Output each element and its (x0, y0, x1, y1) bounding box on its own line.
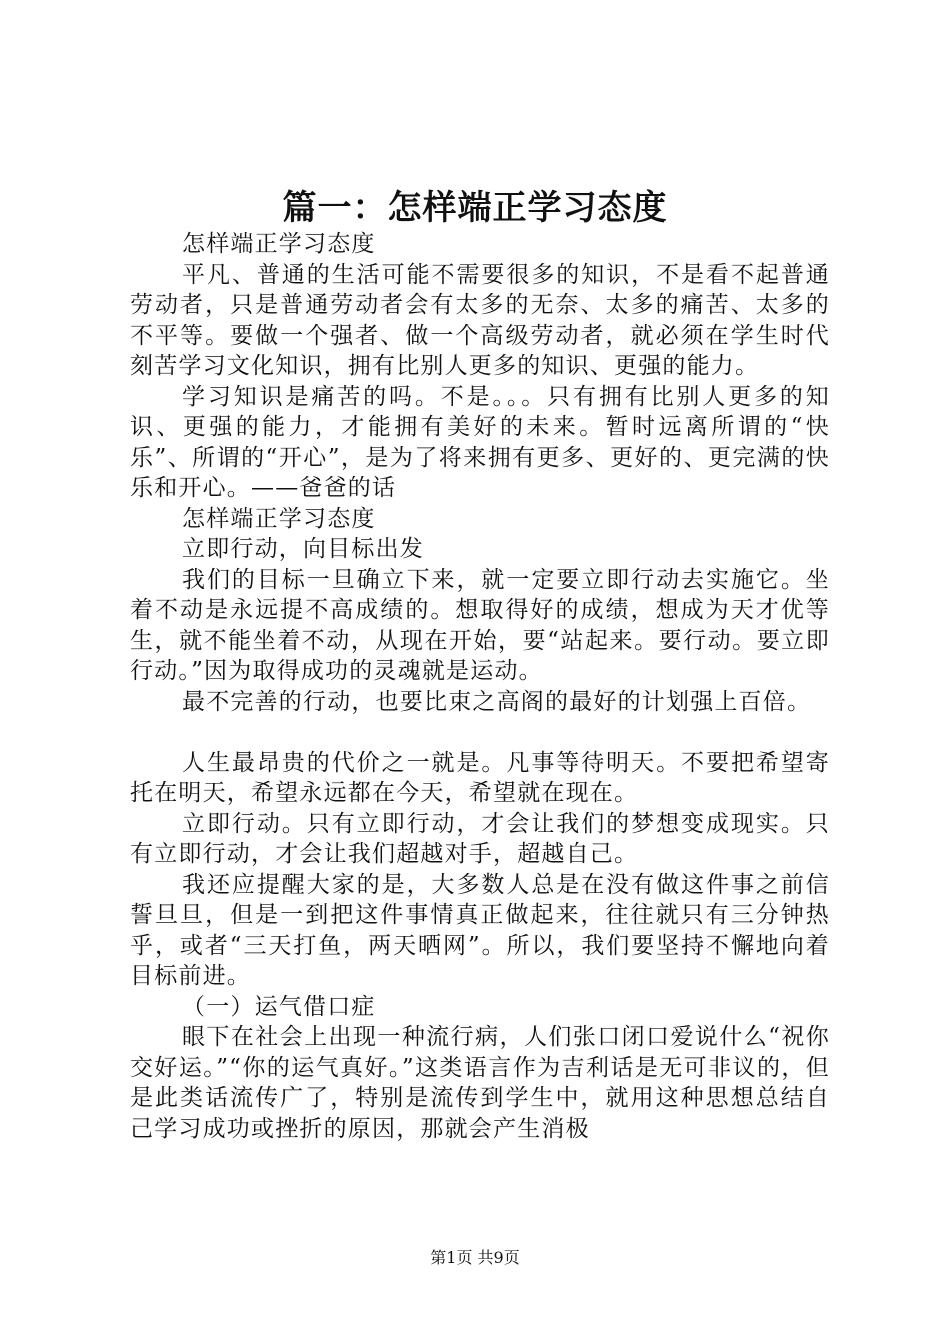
section-heading: （一）运气借口症 (182, 993, 376, 1020)
blank-line (130, 717, 830, 748)
paragraph: 我还应提醒大家的是，大多数人总是在没有做这件事之前信誓旦旦，但是一到把这件事情真正做起来，往往就只有三分钟热乎，或者“三天打鱼，两天晒网”。所以，我们要坚持不懈地向着目标前进。 (130, 871, 830, 989)
paragraph: 眼下在社会上出现一种流行病，人们张口闭口爱说什么“祝你交好运。”“你的运气真好。”这类语言作为吉利话是无可非议的，但是此类话流传广了，特别是流传到学生中，就用这种思想总结自己学习成功或挫折的原因，那就会产生消极 (130, 1024, 830, 1142)
paragraph: 怎样端正学习态度 (182, 231, 376, 257)
section-heading: 怎样端正学习态度 (182, 505, 376, 532)
paragraph: 最不完善的行动，也要比束之高阁的最好的计划强上百倍。 (182, 688, 812, 715)
page-title: 篇一：怎样端正学习态度 (282, 188, 668, 228)
paragraph: 人生最昂贵的代价之一就是。凡事等待明天。不要把希望寄托在明天，希望永远都在今天，希望就在现在。 (130, 749, 830, 806)
paragraph: 学习知识是痛苦的吗。不是。。。只有拥有比别人更多的知识、更强的能力，才能拥有美好的未来。暂时远离所谓的“快乐”、所谓的“开心”，是为了将来拥有更多、更好的、更完满的快乐和开心。——爸爸的话 (130, 383, 830, 501)
section-heading: 立即行动，向目标出发 (182, 536, 424, 562)
paragraph: 立即行动。只有立即行动，才会让我们的梦想变成现实。只有立即行动，才会让我们超越对手，超越自己。 (130, 810, 830, 867)
paragraph: 平凡、普通的生活可能不需要很多的知识，不是看不起普通劳动者，只是普通劳动者会有太多的无奈、太多的痛苦、太多的不平等。要做一个强者、做一个高级劳动者，就必须在学生时代刻苦学习文化知识，拥有比别人更多的知识、更强的能力。 (130, 261, 830, 379)
document-body (130, 229, 830, 1144)
paragraph: 我们的目标一旦确立下来，就一定要立即行动去实施它。坐着不动是永远提不高成绩的。想取得好的成绩，想成为天才优等生，就不能坐着不动，从现在开始，要“站起来。要行动。要立即行动。”因为取得成功的灵魂就是运动。 (130, 566, 830, 684)
page-number: 第1页 共9页 (430, 1248, 520, 1267)
